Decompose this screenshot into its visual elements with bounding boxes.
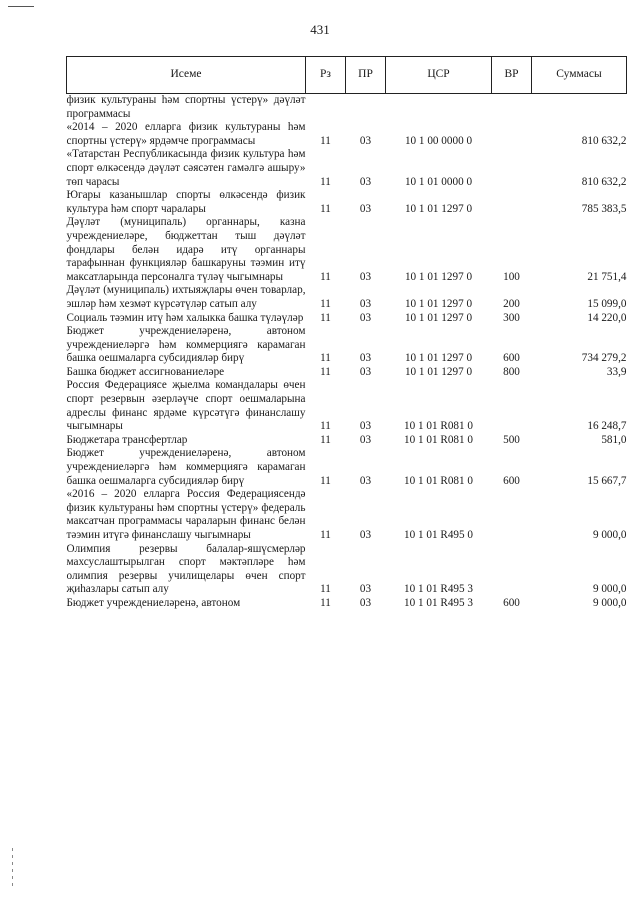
cell-pr: 03	[359, 134, 372, 147]
cell-csr: 10 1 01 R495 0	[404, 529, 473, 541]
cell-rz: 11	[320, 202, 331, 215]
cell-pr: 03	[359, 270, 372, 283]
cell-name: «2016 – 2020 елларга Россия Федерациясендә физик культураны һәм спортны үстерү» федераль максатчан программасы чараларын финанс белән тәэмин итүгә финанслашу чыгымнары	[66, 488, 306, 541]
cell-rz	[306, 94, 346, 122]
header-sum: Суммасы	[532, 57, 627, 94]
cell-sum: 15 667,7	[587, 474, 627, 487]
cell-pr: 03	[359, 529, 372, 541]
cell-name: Олимпия резервы балалар-яшүсмерләр махсуслаштырылган спорт мәктәпләре һәм олимпия резервы училищелары өчен спорт җиһазлары сатып алу	[66, 542, 306, 596]
table-row	[67, 189, 627, 216]
cell-csr: 10 1 01 1297 0	[404, 352, 473, 365]
cell-csr: 10 1 01 R495 3	[404, 583, 473, 596]
cell-pr	[346, 94, 386, 122]
cell-name: Бюджет учреждениеләренә, автоном	[66, 596, 241, 609]
table-row	[67, 379, 627, 433]
cell-sum: 16 248,7	[587, 420, 627, 433]
cell-vr	[492, 121, 532, 148]
page-number: 431	[310, 22, 330, 37]
table-row	[67, 543, 627, 597]
cell-csr: 10 1 01 1297 0	[404, 270, 473, 283]
cell-vr: 100	[503, 270, 520, 283]
cell-rz: 11	[320, 596, 331, 609]
cell-sum: 14 220,0	[587, 311, 627, 324]
cell-vr	[492, 189, 532, 216]
cell-name: Башка бюджет ассигнованиеләре	[66, 365, 225, 378]
table-row	[67, 434, 627, 448]
table-row	[67, 325, 627, 366]
cell-sum: 9 000,0	[592, 529, 627, 541]
cell-sum: 33,9	[606, 365, 627, 378]
cell-vr	[492, 379, 532, 433]
cell-rz: 11	[320, 352, 331, 365]
cell-pr: 03	[359, 311, 372, 324]
cell-vr	[492, 94, 532, 122]
cell-name: Дәүләт (муниципаль) ихтыяҗлары өчен товарлар, эшләр һәм хезмәт күрсәтүләр сатып алу	[66, 284, 306, 310]
cell-vr: 600	[503, 352, 520, 365]
cell-pr: 03	[359, 175, 372, 188]
cell-csr: 10 1 01 R495 3	[404, 596, 473, 609]
cell-pr: 03	[359, 352, 372, 365]
cell-csr: 10 1 00 0000 0	[404, 134, 473, 147]
corner-scan-mark	[8, 6, 34, 7]
table-row	[67, 312, 627, 326]
cell-sum: 21 751,4	[587, 270, 627, 283]
cell-rz: 11	[320, 365, 331, 378]
table-row	[67, 488, 627, 542]
cell-rz: 11	[320, 433, 331, 446]
header-pr: ПР	[346, 57, 386, 94]
cell-sum: 810 632,2	[581, 134, 627, 147]
cell-rz: 11	[320, 474, 331, 487]
cell-rz: 11	[320, 297, 331, 310]
header-rz: Рз	[306, 57, 346, 94]
cell-pr: 03	[359, 297, 372, 310]
cell-name: физик культураны һәм спортны үстерү» дәүләт программасы	[66, 94, 306, 120]
table-row	[67, 94, 627, 122]
table-row	[67, 284, 627, 311]
cell-csr: 10 1 01 1297 0	[404, 297, 473, 310]
header-name: Исеме	[67, 57, 306, 94]
cell-vr	[492, 488, 532, 542]
cell-name: «Татарстан Республикасында физик культура һәм спорт өлкәсендә дәүләт сәясәтен гамәлгә ашыру» төп чарасы	[66, 148, 306, 188]
table-header-row	[67, 57, 627, 94]
cell-pr: 03	[359, 365, 372, 378]
cell-name: Социаль тәэмин итү һәм халыкка башка түләүләр	[66, 311, 304, 324]
cell-pr: 03	[359, 202, 372, 215]
cell-pr: 03	[359, 433, 372, 446]
cell-sum: 9 000,0	[592, 596, 627, 609]
header-vr: ВР	[492, 57, 532, 94]
cell-vr: 600	[503, 596, 520, 609]
cell-rz: 11	[320, 270, 331, 283]
cell-pr: 03	[359, 583, 372, 596]
cell-name: Югары казанышлар спорты өлкәсендә физик культура һәм спорт чаралары	[66, 189, 306, 215]
cell-sum: 9 000,0	[592, 583, 627, 596]
cell-csr: 10 1 01 0000 0	[404, 175, 473, 188]
header-csr: ЦСР	[386, 57, 492, 94]
cell-name: Бюджет учреждениеләренә, автоном учреждениеләргә һәм коммерциягә карамаган башка оешмаларга субсидияләр бирү	[66, 325, 306, 365]
cell-csr: 10 1 01 R081 0	[404, 474, 473, 487]
cell-csr: 10 1 01 1297 0	[404, 311, 473, 324]
cell-sum: 810 632,2	[581, 175, 627, 188]
cell-sum: 785 383,5	[581, 202, 627, 215]
cell-rz: 11	[320, 529, 331, 541]
table-row	[67, 216, 627, 284]
cell-pr: 03	[359, 420, 372, 433]
table-row	[67, 597, 627, 611]
cell-name: «2014 – 2020 елларга физик культураны һәм спортны үстерү» ярдәмче программасы	[66, 121, 306, 147]
cell-rz: 11	[320, 175, 331, 188]
cell-vr	[492, 543, 532, 597]
cell-vr: 600	[503, 474, 520, 487]
table-row	[67, 121, 627, 148]
budget-table	[66, 56, 627, 611]
cell-vr: 800	[503, 365, 520, 378]
cell-vr: 300	[503, 311, 520, 324]
cell-sum: 15 099,0	[587, 297, 627, 310]
cell-pr: 03	[359, 474, 372, 487]
cell-vr	[492, 148, 532, 189]
table-row	[67, 447, 627, 488]
cell-sum	[532, 94, 627, 122]
cell-name: Дәүләт (муниципаль) органнары, казна учреждениеләре, бюджеттан тыш дәүләт фондлары белән идарә итү органнары тарафыннан функцияләр башкаруны тәэмин итү максатларында персоналга түләү чыгымнары	[66, 216, 306, 283]
cell-rz: 11	[320, 134, 331, 147]
cell-name: Россия Федерациясе җыелма командалары өчен спорт резервын әзерләүче спорт оешмаларына адреслы финанс ярдәме күрсәтүгә финанслашу чыгымнары	[66, 379, 306, 433]
cell-csr: 10 1 01 1297 0	[404, 202, 473, 215]
cell-rz: 11	[320, 311, 331, 324]
table-body	[67, 94, 627, 611]
cell-rz: 11	[320, 420, 331, 433]
table-row	[67, 366, 627, 380]
cell-name: Бюджетара трансфертлар	[66, 433, 188, 446]
cell-csr: 10 1 01 R081 0	[404, 433, 473, 446]
cell-vr: 500	[503, 433, 520, 446]
cell-csr: 10 1 01 1297 0	[404, 365, 473, 378]
cell-pr: 03	[359, 596, 372, 609]
cell-vr: 200	[503, 297, 520, 310]
cell-name: Бюджет учреждениеләренә, автоном учреждениеләргә һәм коммерциягә карамаган башка оешмаларга субсидияләр бирү	[66, 447, 306, 487]
cell-sum: 734 279,2	[581, 352, 627, 365]
cell-rz: 11	[320, 583, 331, 596]
table-row	[67, 148, 627, 189]
margin-dash-marks	[12, 848, 14, 898]
cell-sum: 581,0	[601, 433, 627, 446]
cell-csr: 10 1 01 R081 0	[404, 420, 473, 433]
cell-csr	[386, 94, 492, 122]
